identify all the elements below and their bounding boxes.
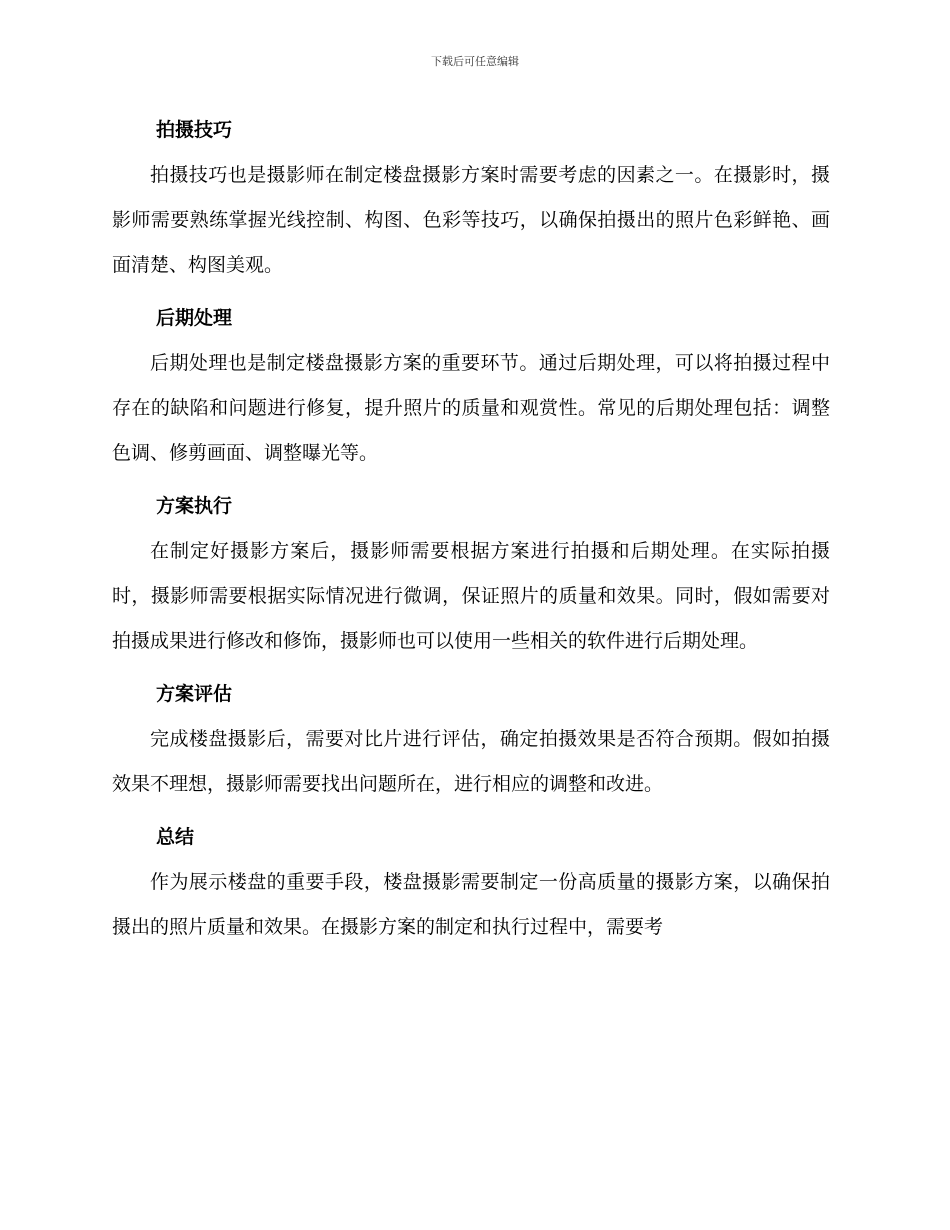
section-plan-execution [112, 484, 830, 664]
section-paragraph: 作为展示楼盘的重要手段，楼盘摄影需要制定一份高质量的摄影方案，以确保拍摄出的照片质量和效果。在摄影方案的制定和执行过程中，需要考 [112, 871, 830, 938]
section-paragraph: 拍摄技巧也是摄影师在制定楼盘摄影方案时需要考虑的因素之一。在摄影时，摄影师需要熟练掌握光线控制、构图、色彩等技巧，以确保拍摄出的照片色彩鲜艳、画面清楚、构图美观。 [112, 164, 830, 276]
section-plan-evaluation [112, 672, 830, 807]
section-title: 总结 [156, 826, 195, 848]
page-header: 下载后可任意编辑 [431, 55, 519, 68]
section-paragraph: 完成楼盘摄影后，需要对比片进行评估，确定拍摄效果是否符合预期。假如拍摄效果不理想，摄影师需要找出问题所在，进行相应的调整和改进。 [112, 728, 830, 795]
section-paragraph: 后期处理也是制定楼盘摄影方案的重要环节。通过后期处理，可以将拍摄过程中存在的缺陷和问题进行修复，提升照片的质量和观赏性。常见的后期处理包括：调整色调、修剪画面、调整曝光等。 [112, 352, 830, 464]
section-title: 方案评估 [156, 683, 233, 705]
section-shooting-techniques [112, 108, 830, 288]
document-body [112, 108, 830, 950]
section-title: 方案执行 [156, 495, 233, 517]
section-title: 后期处理 [156, 307, 233, 329]
section-title: 拍摄技巧 [156, 119, 233, 141]
section-post-processing [112, 296, 830, 476]
section-paragraph: 在制定好摄影方案后，摄影师需要根据方案进行拍摄和后期处理。在实际拍摄时，摄影师需要根据实际情况进行微调，保证照片的质量和效果。同时，假如需要对拍摄成果进行修改和修饰，摄影师也可以使用一些相关的软件进行后期处理。 [112, 540, 830, 652]
section-summary [112, 815, 830, 950]
